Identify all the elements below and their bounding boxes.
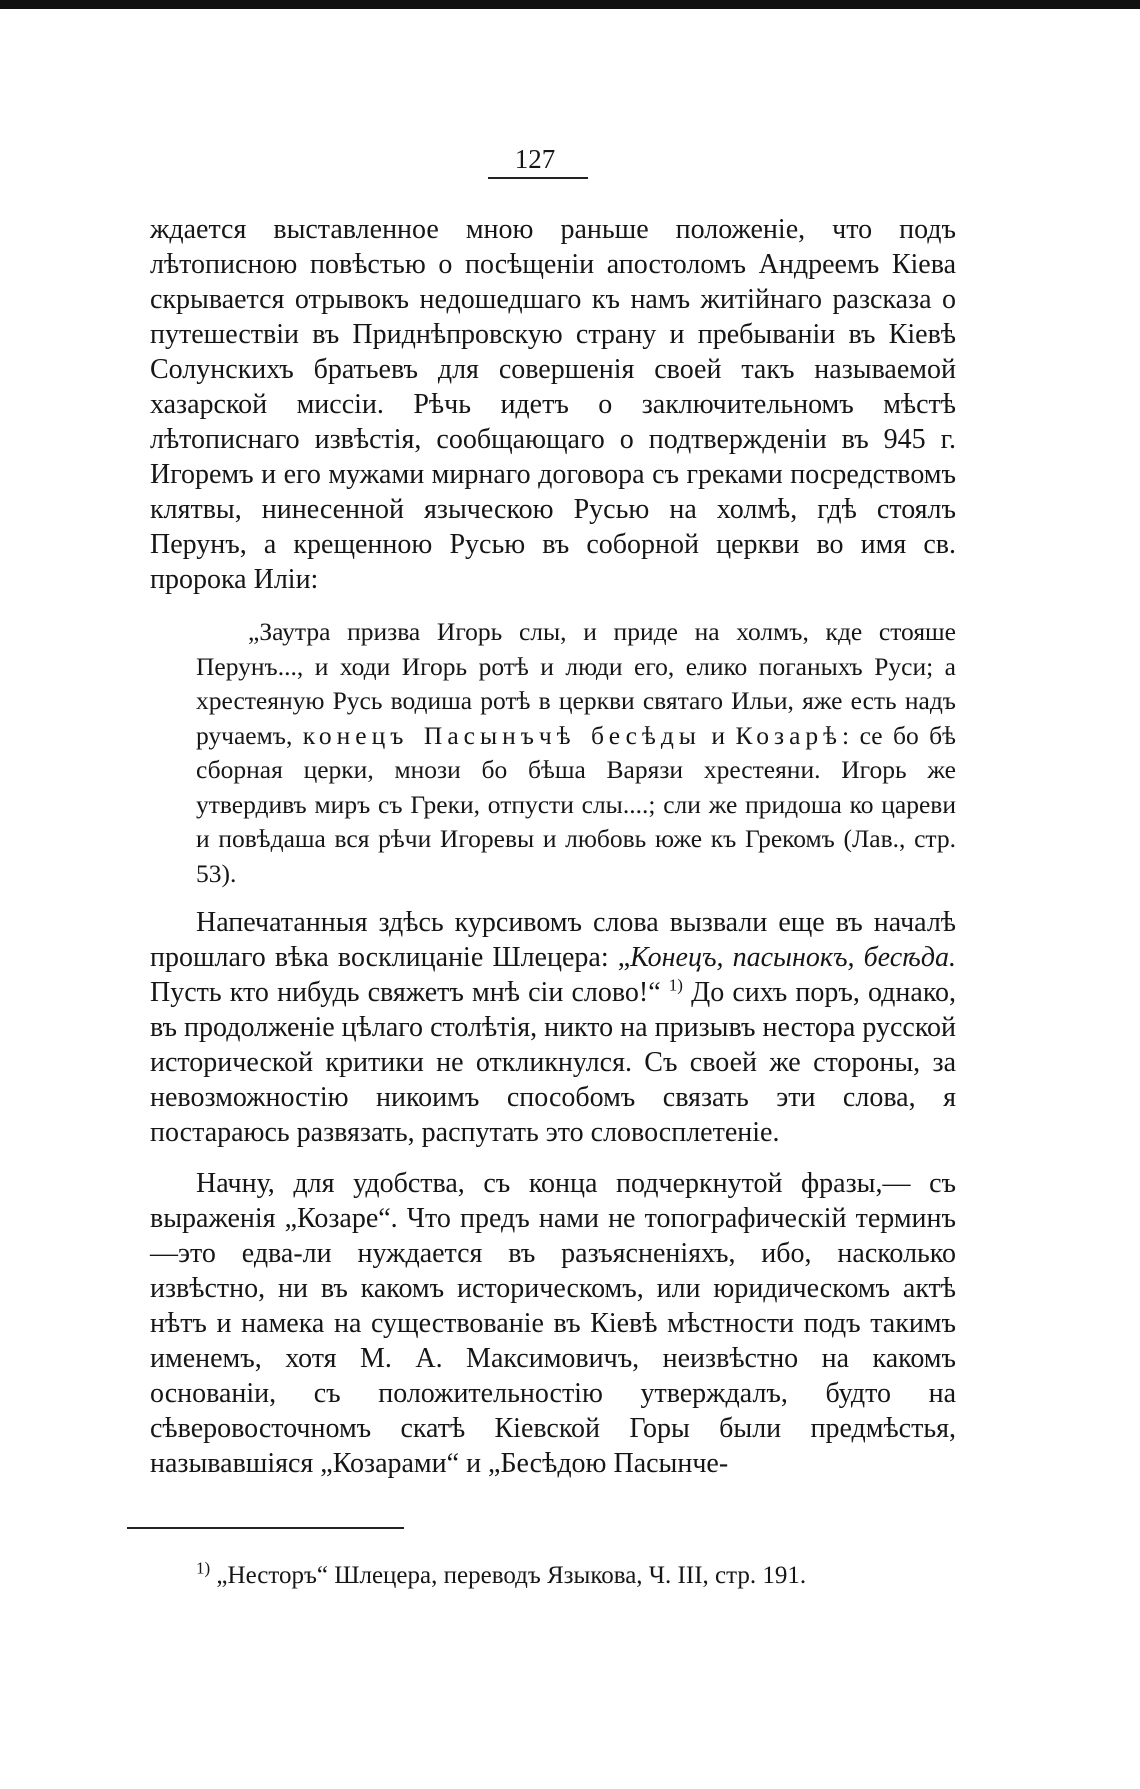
paragraph-2-part-3: До сихъ поръ, однако, въ продолженіе цѣлаго столѣтія, никто на призывъ нестора русской исторической критики не откликнулся. Съ своей же стороны, за невозможностію никоимъ способомъ связать эти слова, я постараюсь развязать, распутать это словосплетеніе. <box>150 977 957 1148</box>
footnote-marker: 1) <box>196 1558 211 1578</box>
quote-joiner: и <box>711 720 726 750</box>
quote-spaced-1: конецъ Пасынъчѣ бесѣды <box>302 720 701 750</box>
paragraph-1: ждается выставленное мною раньше положеніе, что подъ лѣтописною повѣстью о посѣщеніи апостоломъ Андреемъ Кіева скрывается отрывокъ недошедшаго къ намъ житійнаго разсказа о путешествіи въ Приднѣпровскую страну и пребываніи въ Кіевѣ Солунскихъ братьевъ для совершенія своей такъ называемой хазарской миссіи. Рѣчь идетъ о заключительномъ мѣстѣ лѣтописнаго извѣстія, сообщающаго о подтвержденіи въ 945 г. Игоремъ и его мужами мирнаго договора съ греками посредствомъ клятвы, нинесенной языческою Русью на холмѣ, гдѣ стоялъ Перунъ, а крещенною Русью въ соборной церкви во имя св. пророка Иліи: <box>150 214 956 595</box>
page-number-underline <box>488 177 588 179</box>
quote-part-1: „Заутра призва Игорь слы, и приде на холмъ, кде стояше Перунъ..., и ходи Игорь ротѣ и люди его, елико поганыхъ Руси; а хрестеяную Русь водиша ротѣ в церкви святаго Ильи, яже есть надъ ручаемъ, <box>196 617 956 750</box>
paragraph-2-part-1: Напечатанныя здѣсь курсивомъ слова вызвали еще въ началѣ прошлаго вѣка восклицаніе Шлецера: „ <box>150 907 956 973</box>
main-text <box>150 212 956 1481</box>
page-number: 127 <box>514 144 556 174</box>
quote-part-2: : се бо бѣ сборная церки, мнози бо бѣша Варязи хрестеяни. Игорь же утвердивъ миръ съ Греки, отпусти слы....; сли же придоша ко цареви и повѣдаша вся рѣчи Игоревы и любовь юже къ Грекомъ (Лав., стр. 53). <box>196 720 956 888</box>
footnote-text: „Несторъ“ Шлецера, переводъ Языкова, Ч. III, стр. 191. <box>210 1562 807 1589</box>
footnote <box>150 1560 956 1592</box>
footnote-reference: 1) <box>668 975 683 995</box>
paragraph-2-part-2: Пусть кто нибудь свяжетъ мнѣ сіи слово!“ <box>150 977 661 1008</box>
paragraph-2-italic: Конецъ, пасынокъ, бесѣда. <box>630 942 956 973</box>
top-border <box>0 0 1140 9</box>
paragraph-2 <box>150 905 956 1150</box>
quote-spaced-2: Козарѣ <box>735 720 843 750</box>
footnote-separator <box>127 1527 404 1529</box>
chronicle-quote <box>196 615 956 891</box>
paragraph-3: Начну, для удобства, съ конца подчеркнутой фразы,— съ выраженія „Козаре“. Что предъ нами не топографическій терминъ—это едва-ли нуждается въ разъясненіяхъ, ибо, насколько извѣстно, ни въ какомъ историческомъ, или юридическомъ актѣ нѣтъ и намека на существованіе въ Кіевѣ мѣстности подъ такимъ именемъ, хотя М. А. Максимовичъ, неизвѣстно на какомъ основаніи, съ положительностію утверждалъ, будто на сѣверовосточномъ скатѣ Кіевской Горы были предмѣстья, называвшіяся „Козарами“ и „Бесѣдою Пасынче- <box>150 1168 956 1479</box>
